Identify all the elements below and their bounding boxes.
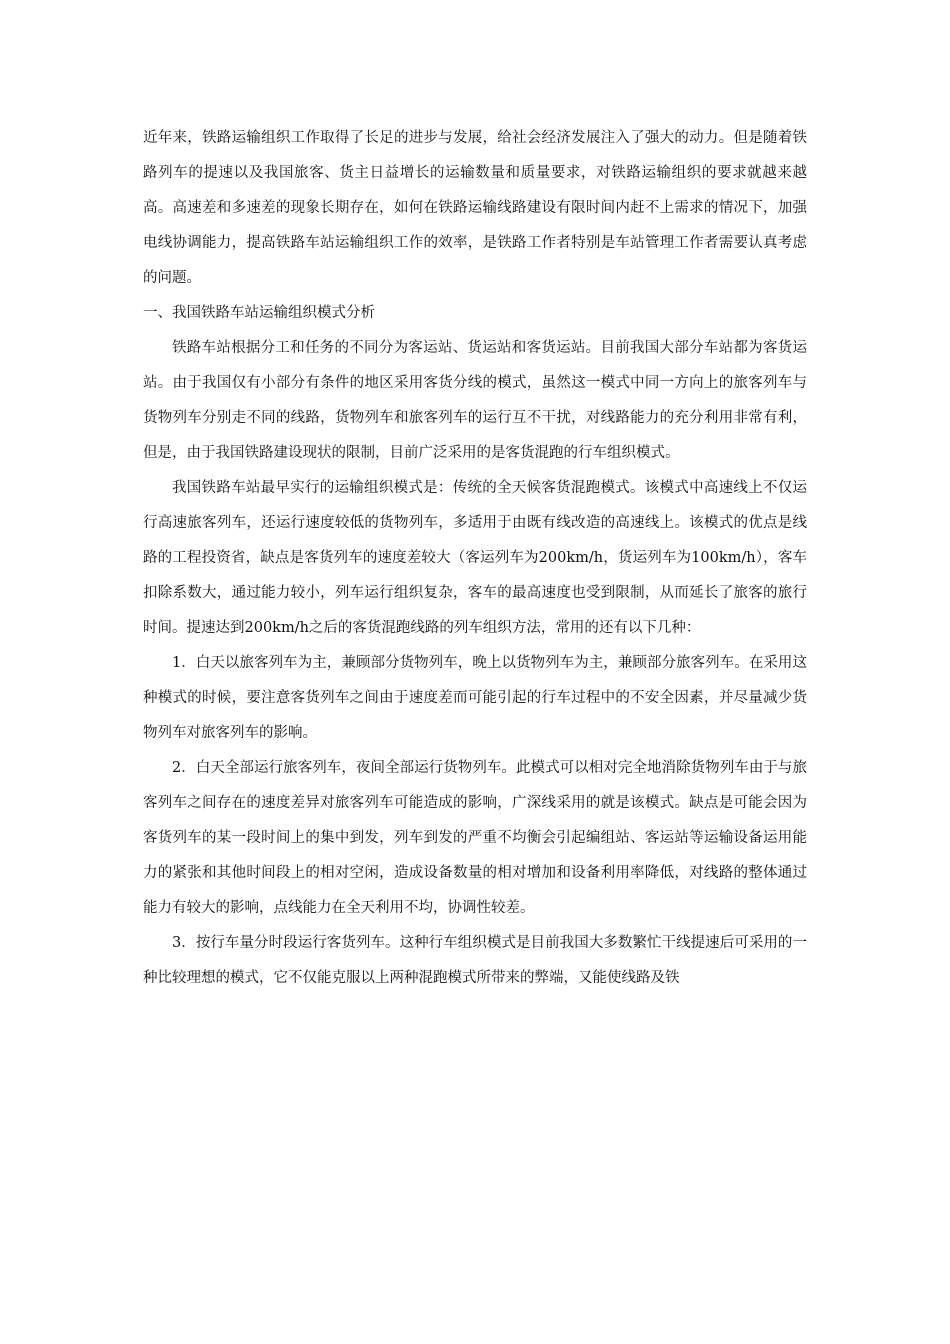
station-types-paragraph: 铁路车站根据分工和任务的不同分为客运站、货运站和客货运站。目前我国大部分车站都为客货运站。由于我国仅有小部分有条件的地区采用客货分线的模式，虽然这一模式中同一方向上的旅客列车与货物列车分别走不同的线路，货物列车和旅客列车的运行互不干扰，对线路能力的充分利用非常有利，但是，由于我国铁路建设现状的限制，目前广泛采用的是客货混跑的行车组织模式。	[143, 340, 807, 461]
section-heading: 一、我国铁路车站运输组织模式分析	[143, 305, 375, 321]
document-body	[143, 121, 807, 996]
method-3-paragraph: 3．按行车量分时段运行客货列车。这种行车组织模式是目前我国大多数繁忙干线提速后可采用的一种比较理想的模式，它不仅能克服以上两种混跑模式所带来的弊端，又能使线路及铁	[143, 935, 807, 986]
mixed-operation-paragraph: 我国铁路车站最早实行的运输组织模式是：传统的全天候客货混跑模式。该模式中高速线上不仅运行高速旅客列车，还运行速度较低的货物列车，多适用于由既有线改造的高速线上。该模式的优点是线路的工程投资省，缺点是客货列车的速度差较大（客运列车为200km/h，货运列车为100km/h），客车扣除系数大，通过能力较小，列车运行组织复杂，客车的最高速度也受到限制，从而延长了旅客的旅行时间。提速达到200km/h之后的客货混跑线路的列车组织方法，常用的还有以下几种：	[143, 480, 807, 636]
intro-paragraph: 近年来，铁路运输组织工作取得了长足的进步与发展，给社会经济发展注入了强大的动力。但是随着铁路列车的提速以及我国旅客、货主日益增长的运输数量和质量要求，对铁路运输组织的要求就越来越高。高速差和多速差的现象长期存在，如何在铁路运输线路建设有限时间内赶不上需求的情况下，加强电线协调能力，提高铁路车站运输组织工作的效率，是铁路工作者特别是车站管理工作者需要认真考虑的问题。	[143, 130, 807, 286]
method-1-paragraph: 1．白天以旅客列车为主，兼顾部分货物列车，晚上以货物列车为主，兼顾部分旅客列车。在采用这种模式的时候，要注意客货列车之间由于速度差而可能引起的行车过程中的不安全因素，并尽量减少货物列车对旅客列车的影响。	[143, 655, 807, 741]
method-2-paragraph: 2．白天全部运行旅客列车，夜间全部运行货物列车。此模式可以相对完全地消除货物列车由于与旅客列车之间存在的速度差异对旅客列车可能造成的影响，广深线采用的就是该模式。缺点是可能会因为客货列车的某一段时间上的集中到发，列车到发的严重不均衡会引起编组站、客运站等运输设备运用能力的紧张和其他时间段上的相对空闲，造成设备数量的相对增加和设备利用率降低，对线路的整体通过能力有较大的影响，点线能力在全天利用不均，协调性较差。	[143, 760, 807, 916]
